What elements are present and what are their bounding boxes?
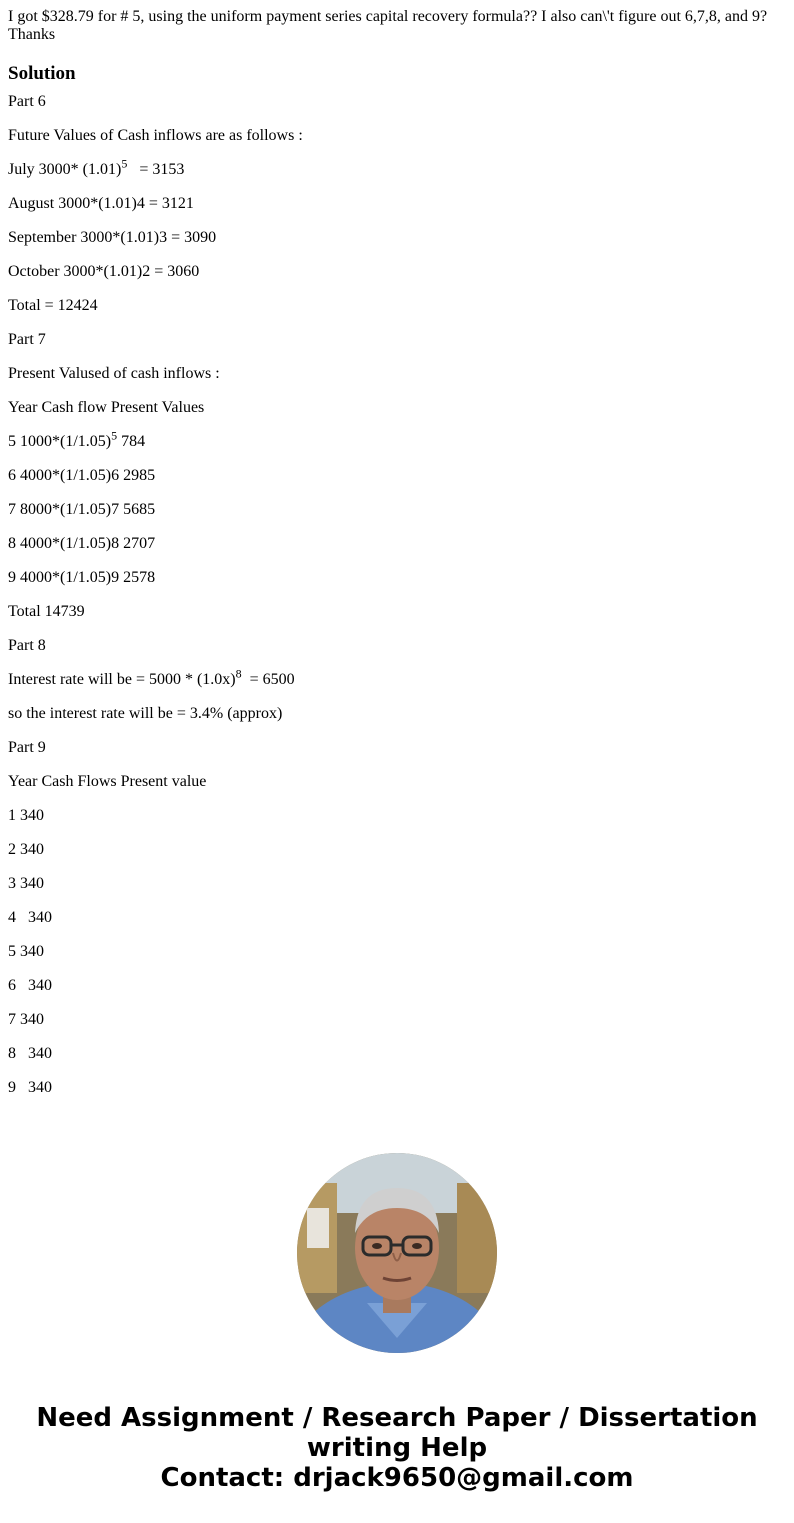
rate-formula: Interest rate will be = 5000 * (1.0x) xyxy=(8,671,236,688)
part7-row-9: 9 4000*(1/1.05)9 2578 xyxy=(8,569,156,586)
part9-row: 3 340 xyxy=(8,875,44,892)
part9-row: 9 340 xyxy=(8,1079,52,1096)
row5-formula: 5 1000*(1/1.05) xyxy=(8,433,112,450)
part7-intro: Present Valused of cash inflows : xyxy=(8,365,220,382)
rate-result: = 6500 xyxy=(241,671,295,688)
part8-title: Part 8 xyxy=(8,637,46,654)
part6-october: October 3000*(1.01)2 = 3060 xyxy=(8,263,200,280)
part8-rate xyxy=(8,666,786,689)
footer-contact: Contact: drjack9650@gmail.com xyxy=(160,1463,634,1493)
july-result: = 3153 xyxy=(127,161,185,178)
part6-title: Part 6 xyxy=(8,93,46,110)
solution-body xyxy=(8,93,786,1097)
part7-title: Part 7 xyxy=(8,331,46,348)
part7-header: Year Cash flow Present Values xyxy=(8,399,205,416)
part6-total: Total = 12424 xyxy=(8,297,98,314)
part9-row: 2 340 xyxy=(8,841,44,858)
part9-title: Part 9 xyxy=(8,739,46,756)
footer-line-1: Need Assignment / Research Paper / Dissertation xyxy=(36,1403,758,1433)
row5-result: 784 xyxy=(117,433,146,450)
part7-row-6: 6 4000*(1/1.05)6 2985 xyxy=(8,467,156,484)
part9-row: 6 340 xyxy=(8,977,52,994)
author-avatar xyxy=(297,1153,497,1353)
rate-exponent: 8 xyxy=(235,666,242,681)
avatar-portrait xyxy=(297,1153,497,1353)
part7-row-7: 7 8000*(1/1.05)7 5685 xyxy=(8,501,156,518)
part9-header: Year Cash Flows Present value xyxy=(8,773,207,790)
footer-line-2: writing Help xyxy=(306,1433,488,1463)
part9-row: 7 340 xyxy=(8,1011,44,1028)
july-formula: July 3000* (1.01) xyxy=(8,161,122,178)
part6-august: August 3000*(1.01)4 = 3121 xyxy=(8,195,194,212)
question-text: I got $328.79 for # 5, using the uniform payment series capital recovery formula?? I also can\'t figure out 6,7,8, and 9? Thanks xyxy=(8,8,768,43)
part7-row-8: 8 4000*(1/1.05)8 2707 xyxy=(8,535,156,552)
part8-conclusion: so the interest rate will be = 3.4% (approx) xyxy=(8,705,283,722)
solution-heading: Solution xyxy=(8,63,76,84)
part6-september: September 3000*(1.01)3 = 3090 xyxy=(8,229,217,246)
part6-intro: Future Values of Cash inflows are as follows : xyxy=(8,127,303,144)
row5-exponent: 5 xyxy=(111,428,118,443)
part9-row: 5 340 xyxy=(8,943,44,960)
july-exponent: 5 xyxy=(121,156,128,171)
part9-row: 4 340 xyxy=(8,909,52,926)
footer-banner xyxy=(0,1403,794,1493)
part6-july xyxy=(8,156,786,179)
part9-row: 8 340 xyxy=(8,1045,52,1062)
part9-row: 1 340 xyxy=(8,807,44,824)
part7-row-5 xyxy=(8,428,786,451)
part7-total: Total 14739 xyxy=(8,603,85,620)
